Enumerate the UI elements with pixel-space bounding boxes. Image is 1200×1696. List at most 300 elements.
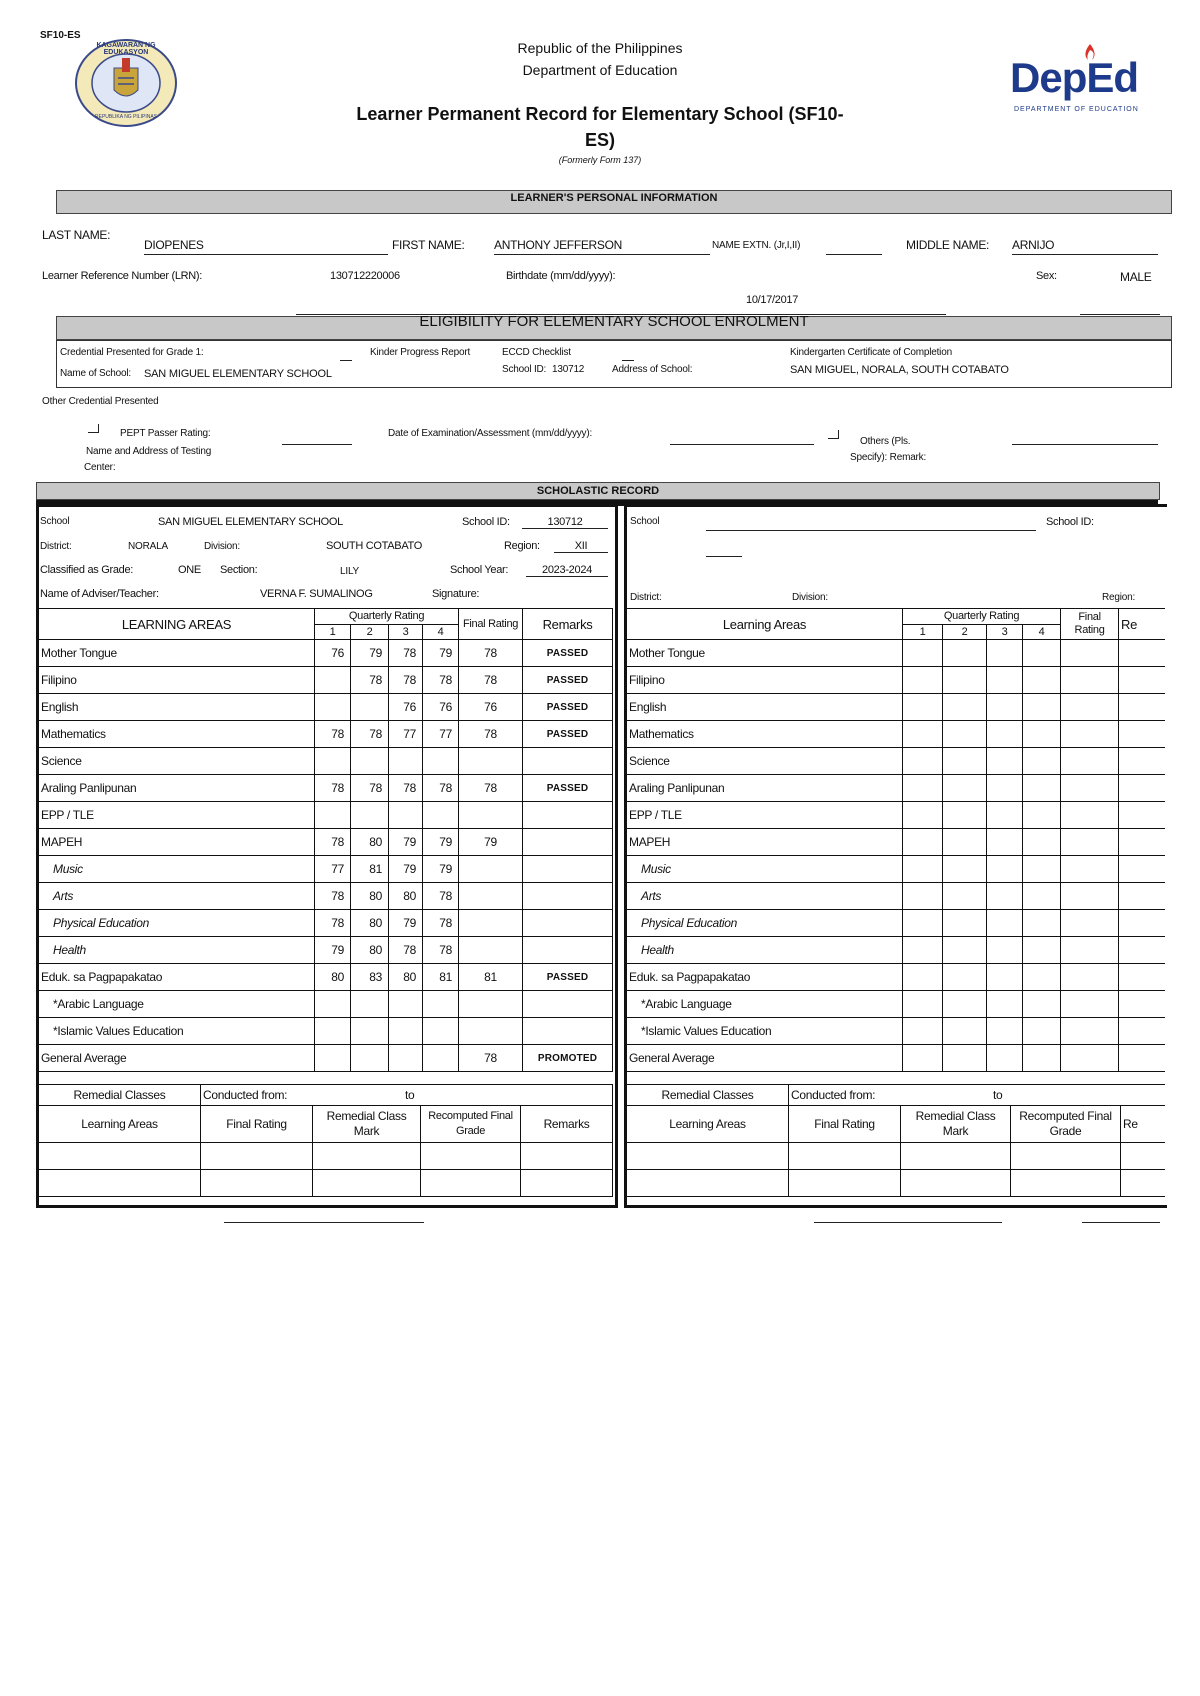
deped-logo-subtext: DEPARTMENT OF EDUCATION: [1014, 106, 1139, 113]
final-rating: [459, 1018, 523, 1045]
quarter-rating-q2: [351, 1045, 389, 1072]
grade-row: [39, 1045, 613, 1072]
left-remedial-table: [38, 1084, 613, 1197]
left-grades-table: [38, 608, 613, 1072]
empty-rating-cell: [1061, 640, 1119, 667]
right-school-value: [706, 516, 1036, 531]
quarter-rating-q3: 76: [389, 694, 423, 721]
grade-row: [627, 694, 1165, 721]
empty-rating-cell: [903, 856, 943, 883]
credential-label: Credential Presented for Grade 1:: [60, 347, 204, 358]
empty-rating-cell: [1061, 829, 1119, 856]
signature-line-left: [224, 1222, 424, 1223]
left-district-label: District:: [40, 541, 72, 552]
quarter-rating-q1: 76: [315, 640, 351, 667]
empty-remarks-cell: [1119, 1018, 1165, 1045]
quarter-rating-q2: 78: [351, 775, 389, 802]
learning-area-name: Mother Tongue: [627, 640, 903, 667]
empty-rating-cell: [1023, 694, 1061, 721]
empty-rating-cell: [1023, 721, 1061, 748]
remarks-value: PASSED: [523, 964, 613, 991]
left-signature-label: Signature:: [432, 588, 480, 600]
quarter-rating-q2: 81: [351, 856, 389, 883]
empty-rating-cell: [987, 667, 1023, 694]
empty-rating-cell: [903, 1045, 943, 1072]
right-district-label: District:: [630, 592, 662, 603]
quarter-rating-q1: 79: [315, 937, 351, 964]
empty-rating-cell: [903, 829, 943, 856]
learning-area-name: EPP / TLE: [39, 802, 315, 829]
empty-rating-cell: [903, 937, 943, 964]
left-grade-label: Classified as Grade:: [40, 564, 134, 576]
empty-rating-cell: [903, 694, 943, 721]
remarks-value: [523, 1018, 613, 1045]
right-col-q4: 4: [1023, 624, 1061, 640]
quarter-rating-q3: 80: [389, 883, 423, 910]
empty-rating-cell: [1023, 640, 1061, 667]
quarter-rating-q1: [315, 802, 351, 829]
empty-rating-cell: [1023, 1018, 1061, 1045]
empty-rating-cell: [1061, 883, 1119, 910]
empty-rating-cell: [943, 748, 987, 775]
learning-area-name: Mother Tongue: [39, 640, 315, 667]
learning-area-name: *Islamic Values Education: [39, 1018, 315, 1045]
col-remarks: Remarks: [523, 609, 613, 640]
quarter-rating-q1: 78: [315, 721, 351, 748]
left-remedial-label: Remedial Classes: [39, 1085, 201, 1106]
right-remedial-row: [627, 1143, 1165, 1170]
empty-rating-cell: [1061, 694, 1119, 721]
empty-rating-cell: [903, 802, 943, 829]
empty-rating-cell: [943, 964, 987, 991]
quarter-rating-q1: [315, 667, 351, 694]
left-rem-col-class-mark: Remedial Class Mark: [313, 1106, 421, 1143]
grade-row: [627, 991, 1165, 1018]
quarter-rating-q2: 80: [351, 829, 389, 856]
empty-rating-cell: [1061, 667, 1119, 694]
remarks-value: PASSED: [523, 721, 613, 748]
empty-rating-cell: [987, 640, 1023, 667]
quarter-rating-q3: [389, 991, 423, 1018]
final-rating: 76: [459, 694, 523, 721]
left-conducted-label: Conducted from:: [203, 1088, 288, 1102]
quarter-rating-q3: 79: [389, 856, 423, 883]
others-remark-label: Specify): Remark:: [850, 452, 927, 463]
right-col-remarks: Re: [1119, 609, 1165, 640]
quarter-rating-q2: [351, 802, 389, 829]
grade-row: [627, 1045, 1165, 1072]
others-checkbox[interactable]: [828, 430, 839, 439]
empty-rating-cell: [1023, 937, 1061, 964]
right-region-value: [706, 542, 742, 557]
deped-logo: [1010, 46, 1160, 116]
empty-rating-cell: [987, 802, 1023, 829]
quarter-rating-q1: [315, 1045, 351, 1072]
right-conducted-label: Conducted from:: [791, 1088, 876, 1102]
empty-rating-cell: [1061, 1045, 1119, 1072]
quarter-rating-q3: 78: [389, 667, 423, 694]
lrn-value: 130712220006: [330, 270, 400, 282]
quarter-rating-q1: 78: [315, 829, 351, 856]
empty-rating-cell: [987, 748, 1023, 775]
left-to-label: to: [405, 1088, 415, 1102]
empty-rating-cell: [1061, 991, 1119, 1018]
empty-rating-cell: [903, 775, 943, 802]
quarter-rating-q3: [389, 1018, 423, 1045]
pept-label: PEPT Passer Rating:: [120, 428, 211, 439]
quarter-rating-q1: 78: [315, 775, 351, 802]
col-q1: 1: [315, 624, 351, 640]
quarter-rating-q4: 78: [423, 667, 459, 694]
learning-area-name: *Arabic Language: [39, 991, 315, 1018]
left-division-label: Division:: [204, 541, 240, 552]
scholastic-section-header: SCHOLASTIC RECORD: [36, 482, 1160, 500]
empty-rating-cell: [943, 1018, 987, 1045]
formerly-note: (Formerly Form 137): [558, 155, 642, 165]
learning-area-name: Mathematics: [627, 721, 903, 748]
quarter-rating-q1: [315, 1018, 351, 1045]
sex-underline: [1080, 314, 1160, 315]
left-adviser-label: Name of Adviser/Teacher:: [40, 588, 159, 600]
seal-subtext: REPUBLIKA NG PILIPINAS: [95, 114, 157, 120]
empty-rating-cell: [903, 721, 943, 748]
empty-rating-cell: [987, 991, 1023, 1018]
empty-rating-cell: [1023, 910, 1061, 937]
grade-row: [627, 775, 1165, 802]
learning-area-name: Araling Panlipunan: [627, 775, 903, 802]
learning-area-name: Filipino: [39, 667, 315, 694]
learning-area-name: Health: [627, 937, 903, 964]
left-section-label: Section:: [220, 564, 258, 576]
right-remedial-table: [626, 1084, 1165, 1197]
school-address-label: Address of School:: [612, 364, 693, 375]
grade-row: [627, 1018, 1165, 1045]
school-name-value: SAN MIGUEL ELEMENTARY SCHOOL: [144, 368, 332, 380]
grade-row: [39, 775, 613, 802]
final-rating: [459, 937, 523, 964]
empty-rating-cell: [1023, 748, 1061, 775]
left-school-label: School: [40, 516, 70, 527]
quarter-rating-q4: 77: [423, 721, 459, 748]
empty-rating-cell: [1061, 937, 1119, 964]
right-remedial-row: [627, 1170, 1165, 1197]
col-learning-areas: LEARNING AREAS: [39, 609, 315, 640]
page-title-cont: ES): [584, 130, 615, 150]
empty-rating-cell: [987, 964, 1023, 991]
left-section-value: LILY: [340, 566, 360, 577]
remarks-value: PROMOTED: [523, 1045, 613, 1072]
final-rating: 78: [459, 640, 523, 667]
empty-remarks-cell: [1119, 748, 1165, 775]
empty-rating-cell: [903, 910, 943, 937]
personal-info-section-header: LEARNER'S PERSONAL INFORMATION: [56, 190, 1172, 214]
empty-rating-cell: [943, 667, 987, 694]
empty-rating-cell: [987, 721, 1023, 748]
right-school-id-label: School ID:: [1046, 516, 1094, 528]
col-final-rating: Final Rating: [459, 609, 523, 640]
grade-row: [627, 964, 1165, 991]
learning-area-name: General Average: [627, 1045, 903, 1072]
learning-area-name: MAPEH: [627, 829, 903, 856]
grade-row: [627, 829, 1165, 856]
empty-rating-cell: [943, 721, 987, 748]
empty-rating-cell: [1023, 775, 1061, 802]
middle-name-label: MIDDLE NAME:: [906, 238, 990, 252]
remarks-value: [523, 829, 613, 856]
quarter-rating-q2: 80: [351, 883, 389, 910]
remarks-value: PASSED: [523, 640, 613, 667]
empty-rating-cell: [1023, 883, 1061, 910]
quarter-rating-q4: [423, 1018, 459, 1045]
grade-row: [39, 937, 613, 964]
quarter-rating-q4: 78: [423, 883, 459, 910]
empty-rating-cell: [903, 640, 943, 667]
empty-rating-cell: [943, 1045, 987, 1072]
grade-row: [627, 640, 1165, 667]
quarter-rating-q4: 79: [423, 829, 459, 856]
remarks-value: PASSED: [523, 775, 613, 802]
learning-area-name: Arts: [627, 883, 903, 910]
final-rating: [459, 748, 523, 775]
learning-area-name: *Arabic Language: [627, 991, 903, 1018]
quarter-rating-q3: 78: [389, 640, 423, 667]
empty-rating-cell: [903, 1018, 943, 1045]
grade-row: [39, 883, 613, 910]
right-col-q2: 2: [943, 624, 987, 640]
remarks-value: [523, 937, 613, 964]
remarks-value: [523, 991, 613, 1018]
quarter-rating-q2: 80: [351, 910, 389, 937]
empty-rating-cell: [1023, 964, 1061, 991]
learning-area-name: Eduk. sa Pagpapakatao: [39, 964, 315, 991]
learning-area-name: English: [39, 694, 315, 721]
quarter-rating-q4: 78: [423, 910, 459, 937]
testing-center-label: Name and Address of Testing: [86, 446, 212, 457]
first-name-label: FIRST NAME:: [392, 238, 465, 252]
grade-row: [39, 640, 613, 667]
empty-rating-cell: [943, 937, 987, 964]
right-rem-col-final-rating: Final Rating: [789, 1106, 901, 1143]
empty-rating-cell: [1061, 964, 1119, 991]
pept-checkbox[interactable]: [88, 424, 99, 433]
right-grades-table: [626, 608, 1165, 1072]
empty-rating-cell: [943, 694, 987, 721]
empty-remarks-cell: [1119, 667, 1165, 694]
quarter-rating-q4: [423, 748, 459, 775]
remarks-value: PASSED: [523, 667, 613, 694]
grade-row: [39, 991, 613, 1018]
left-division-value: SOUTH COTABATO: [326, 540, 423, 552]
empty-remarks-cell: [1119, 856, 1165, 883]
school-name-label: Name of School:: [60, 368, 131, 379]
right-col-q3: 3: [987, 624, 1023, 640]
empty-rating-cell: [1061, 802, 1119, 829]
grade-row: [627, 721, 1165, 748]
quarter-rating-q2: 79: [351, 640, 389, 667]
learning-area-name: Physical Education: [627, 910, 903, 937]
remarks-value: [523, 910, 613, 937]
sex-label: Sex:: [1036, 270, 1057, 282]
left-school-year-label: School Year:: [450, 564, 509, 576]
grade-row: [627, 937, 1165, 964]
grade-row: [39, 1018, 613, 1045]
sex-value: MALE: [1120, 270, 1152, 284]
quarter-rating-q1: [315, 991, 351, 1018]
grade-row: [39, 694, 613, 721]
empty-rating-cell: [943, 775, 987, 802]
learning-area-name: General Average: [39, 1045, 315, 1072]
quarter-rating-q4: [423, 991, 459, 1018]
empty-rating-cell: [1023, 802, 1061, 829]
empty-rating-cell: [1061, 775, 1119, 802]
quarter-rating-q3: 79: [389, 829, 423, 856]
right-col-learning-areas: Learning Areas: [627, 609, 903, 640]
learning-area-name: Music: [39, 856, 315, 883]
final-rating: [459, 856, 523, 883]
middle-name-value: ARNIJO: [1012, 238, 1158, 255]
birthdate-value: 10/17/2017: [746, 294, 799, 306]
empty-rating-cell: [987, 1045, 1023, 1072]
quarter-rating-q2: 78: [351, 721, 389, 748]
grade-row: [39, 910, 613, 937]
grade-row: [39, 829, 613, 856]
right-division-label: Division:: [792, 592, 828, 603]
left-rem-col-learning-areas: Learning Areas: [39, 1106, 201, 1143]
final-rating: 79: [459, 829, 523, 856]
right-col-q1: 1: [903, 624, 943, 640]
school-address-value: SAN MIGUEL, NORALA, SOUTH COTABATO: [790, 364, 1009, 376]
learning-area-name: English: [627, 694, 903, 721]
final-rating: [459, 991, 523, 1018]
seal-text: KAGAWARAN NG EDUKASYON: [96, 42, 156, 56]
final-rating: [459, 883, 523, 910]
quarter-rating-q1: 78: [315, 910, 351, 937]
grade-row: [39, 667, 613, 694]
grade-row: [627, 910, 1165, 937]
quarter-rating-q2: [351, 1018, 389, 1045]
right-to-label: to: [993, 1088, 1003, 1102]
name-ext-value: [826, 238, 882, 255]
lrn-label: Learner Reference Number (LRN):: [42, 270, 203, 282]
col-q4: 4: [423, 624, 459, 640]
quarter-rating-q1: [315, 748, 351, 775]
left-rem-col-remarks: Remarks: [521, 1106, 613, 1143]
final-rating: 78: [459, 1045, 523, 1072]
quarter-rating-q4: [423, 1045, 459, 1072]
left-school-id-label: School ID:: [462, 516, 510, 528]
empty-remarks-cell: [1119, 775, 1165, 802]
remarks-value: [523, 802, 613, 829]
col-q3: 3: [389, 624, 423, 640]
final-rating: 78: [459, 775, 523, 802]
empty-rating-cell: [987, 883, 1023, 910]
learning-area-name: MAPEH: [39, 829, 315, 856]
empty-remarks-cell: [1119, 910, 1165, 937]
grade-row: [39, 856, 613, 883]
school-id-label: School ID:: [502, 364, 547, 375]
empty-remarks-cell: [1119, 883, 1165, 910]
learning-area-name: *Islamic Values Education: [627, 1018, 903, 1045]
kinder-checkbox[interactable]: [340, 350, 352, 361]
quarter-rating-q4: 79: [423, 856, 459, 883]
page-title: Learner Permanent Record for Elementary School (SF10-: [356, 104, 844, 124]
quarter-rating-q4: 78: [423, 937, 459, 964]
empty-rating-cell: [1023, 991, 1061, 1018]
deped-logo-text: DepEd: [1010, 54, 1139, 101]
exam-date-label: Date of Examination/Assessment (mm/dd/yyyy):: [388, 428, 593, 439]
right-rem-col-learning-areas: Learning Areas: [627, 1106, 789, 1143]
right-region-label: Region:: [1102, 592, 1136, 603]
grade-row: [627, 802, 1165, 829]
empty-rating-cell: [943, 802, 987, 829]
empty-remarks-cell: [1119, 829, 1165, 856]
right-grades-rows: [627, 640, 1165, 1072]
last-name-label: LAST NAME:: [42, 228, 111, 242]
col-q2: 2: [351, 624, 389, 640]
final-rating: [459, 802, 523, 829]
empty-rating-cell: [987, 775, 1023, 802]
learning-area-name: Music: [627, 856, 903, 883]
empty-rating-cell: [943, 910, 987, 937]
empty-rating-cell: [1061, 1018, 1119, 1045]
empty-rating-cell: [903, 991, 943, 1018]
right-school-label: School: [630, 516, 660, 527]
learning-area-name: EPP / TLE: [627, 802, 903, 829]
birthdate-label: Birthdate (mm/dd/yyyy):: [506, 270, 616, 282]
left-grade-value: ONE: [178, 564, 201, 576]
quarter-rating-q1: 78: [315, 883, 351, 910]
pept-rating-value: [282, 430, 352, 445]
empty-rating-cell: [987, 937, 1023, 964]
empty-remarks-cell: [1119, 991, 1165, 1018]
empty-rating-cell: [903, 748, 943, 775]
republic-label: Republic of the Philippines: [517, 40, 683, 56]
final-rating: 78: [459, 721, 523, 748]
department-label: Department of Education: [522, 62, 678, 78]
quarter-rating-q3: [389, 802, 423, 829]
quarter-rating-q3: 77: [389, 721, 423, 748]
grade-row: [627, 883, 1165, 910]
exam-date-value: [670, 430, 814, 445]
quarter-rating-q3: 78: [389, 775, 423, 802]
empty-remarks-cell: [1119, 802, 1165, 829]
left-school-year-value: 2023-2024: [526, 564, 608, 577]
name-ext-label: NAME EXTN. (Jr,I,II): [712, 240, 801, 251]
left-district-value: NORALA: [128, 541, 168, 552]
empty-remarks-cell: [1119, 1045, 1165, 1072]
eligibility-section-header: ELIGIBILITY FOR ELEMENTARY SCHOOL ENROLMENT: [56, 316, 1172, 340]
right-col-quarterly-rating: Quarterly Rating: [903, 609, 1061, 625]
kinder-cert-label: Kindergarten Certificate of Completion: [790, 347, 952, 358]
right-remedial-label: Remedial Classes: [627, 1085, 789, 1106]
empty-rating-cell: [943, 640, 987, 667]
quarter-rating-q3: 78: [389, 937, 423, 964]
left-remedial-row: [39, 1143, 613, 1170]
learning-area-name: Health: [39, 937, 315, 964]
signature-line-right: [814, 1222, 1002, 1223]
quarter-rating-q2: 83: [351, 964, 389, 991]
learning-area-name: Arts: [39, 883, 315, 910]
grade-row: [627, 667, 1165, 694]
eccd-checkbox[interactable]: [622, 350, 634, 361]
last-name-value: DIOPENES: [144, 238, 388, 255]
quarter-rating-q4: 78: [423, 775, 459, 802]
quarter-rating-q1: 80: [315, 964, 351, 991]
deped-seal-logo: [74, 38, 178, 128]
empty-remarks-cell: [1119, 694, 1165, 721]
learning-area-name: Araling Panlipunan: [39, 775, 315, 802]
left-school-value: SAN MIGUEL ELEMENTARY SCHOOL: [158, 516, 343, 528]
